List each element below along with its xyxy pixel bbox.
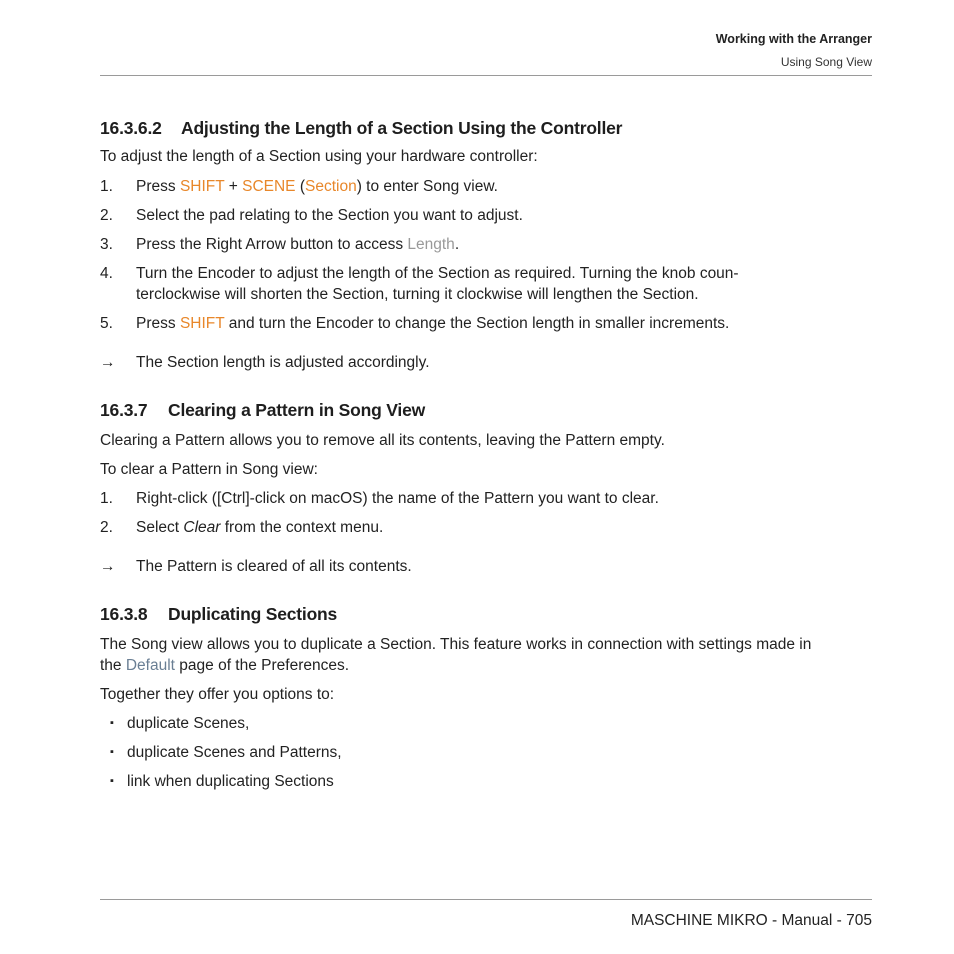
step-text: Press [136, 315, 180, 332]
step-text: Right-click ([Ctrl]-click on macOS) the name of the Pattern you want to clear. [136, 490, 659, 507]
heading-number: 16.3.8 [100, 604, 148, 624]
result-text: The Pattern is cleared of all its contents. [136, 558, 412, 575]
paragraph: Together they offer you options to: [100, 686, 335, 703]
intro-paragraph: To adjust the length of a Section using your hardware controller: [100, 148, 538, 165]
paragraph: To clear a Pattern in Song view: [100, 461, 318, 478]
step-text: and turn the Encoder to change the Section length in smaller increments. [224, 315, 730, 332]
bullet-text: duplicate Scenes and Patterns, [127, 744, 342, 761]
result-text: The Section length is adjusted accordingly. [136, 354, 430, 371]
heading-title: Duplicating Sections [168, 604, 338, 624]
paragraph-text: page of the Preferences. [174, 657, 350, 674]
step-2 [100, 517, 820, 538]
step-text: Select [136, 519, 184, 536]
step-3 [100, 234, 820, 255]
step-number: 1. [100, 178, 113, 195]
step-number: 4. [100, 265, 113, 282]
step-4 [100, 263, 820, 305]
shift-button-ref: SHIFT [179, 178, 225, 195]
step-text: ) to enter Song view. [356, 178, 498, 195]
shift-button-ref: SHIFT [179, 315, 225, 332]
step-text: Turn the Encoder to adjust the length of the Section as required. Turning the knob coun-terclockwise will shorten the Section, turning it clockwise will lengthen the Section. [136, 265, 739, 303]
bullet-icon: ▪ [110, 717, 114, 729]
step-number: 3. [100, 236, 113, 253]
length-param-ref: Length [407, 236, 455, 253]
step-text: from the context menu. [220, 519, 384, 536]
heading-title: Clearing a Pattern in Song View [168, 400, 426, 420]
heading-title: Adjusting the Length of a Section Using the Controller [181, 118, 623, 138]
footer-divider [100, 899, 872, 900]
running-header [716, 31, 872, 70]
section-subtitle: Using Song View [780, 55, 872, 69]
step-2 [100, 205, 820, 226]
heading-number: 16.3.7 [100, 400, 148, 420]
step-number: 1. [100, 490, 113, 507]
paragraph-text: The Song view allows you to duplicate a Section. This feature works in connection with settings made in the [100, 636, 812, 674]
section-button-ref: Section [304, 178, 357, 195]
page-footer: MASCHINE MIKRO - Manual - 705 [630, 912, 872, 929]
result-line [100, 352, 820, 373]
step-text: ( [295, 178, 305, 195]
step-text: . [454, 236, 460, 253]
step-text: Select the pad relating to the Section you want to adjust. [136, 207, 523, 224]
paragraph [100, 634, 820, 676]
heading-number: 16.3.6.2 [100, 118, 162, 138]
header-divider [100, 75, 872, 76]
step-text: Press [136, 178, 180, 195]
step-1 [100, 176, 820, 197]
bullet-item [100, 713, 820, 734]
heading-16-3-7 [100, 398, 820, 422]
bullet-text: duplicate Scenes, [127, 715, 250, 732]
step-number: 2. [100, 207, 113, 224]
bullet-text: link when duplicating Sections [127, 773, 334, 790]
chapter-title: Working with the Arranger [715, 32, 872, 46]
result-arrow-icon: → [100, 558, 116, 575]
step-text: Press the Right Arrow button to access [136, 236, 408, 253]
bullet-icon: ▪ [110, 746, 114, 758]
heading-16-3-8 [100, 602, 820, 626]
paragraph: Clearing a Pattern allows you to remove all its contents, leaving the Pattern empty. [100, 432, 665, 449]
bullet-item [100, 771, 820, 792]
step-5 [100, 313, 820, 334]
bullet-icon: ▪ [110, 775, 114, 787]
step-number: 5. [100, 315, 113, 332]
step-number: 2. [100, 519, 113, 536]
result-arrow-icon: → [100, 354, 116, 371]
step-1 [100, 488, 820, 509]
bullet-item [100, 742, 820, 763]
step-text: + [224, 178, 243, 195]
heading-16-3-6-2 [100, 116, 820, 140]
clear-command-ref: Clear [183, 519, 221, 536]
default-page-link[interactable]: Default [125, 657, 175, 674]
result-line [100, 556, 820, 577]
page-content [100, 116, 820, 792]
scene-button-ref: SCENE [242, 178, 296, 195]
